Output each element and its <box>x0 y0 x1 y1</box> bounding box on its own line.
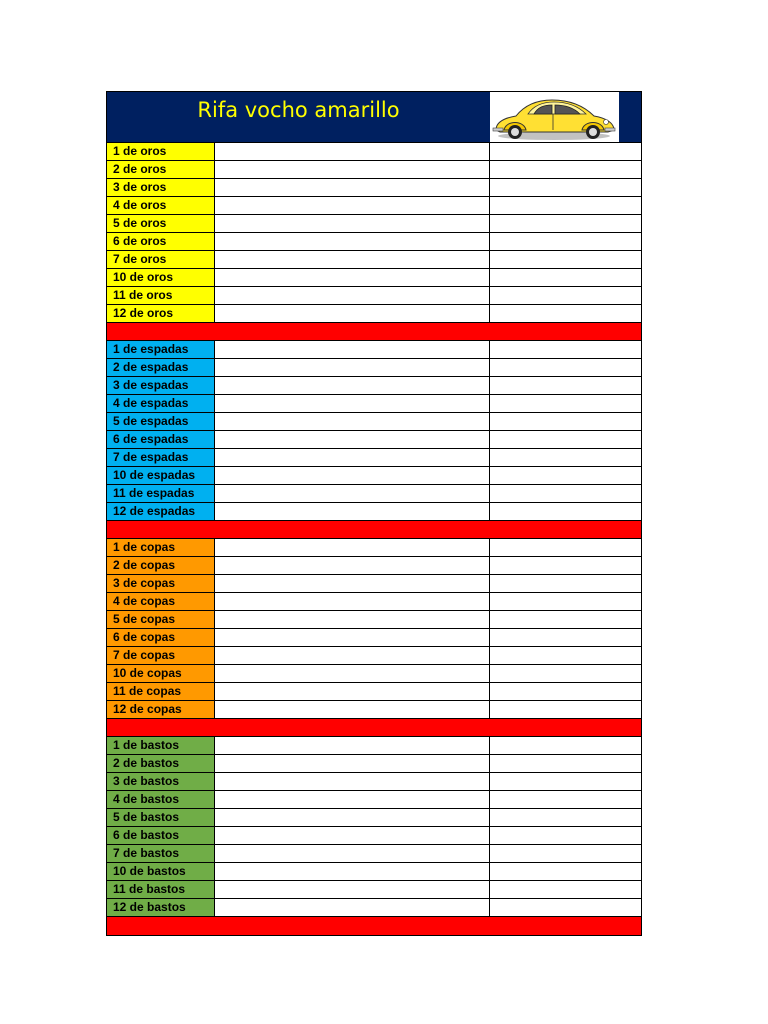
table-row <box>107 287 641 305</box>
participant-phone-cell[interactable] <box>490 161 641 178</box>
table-row <box>107 773 641 791</box>
table-row <box>107 161 641 179</box>
participant-name-cell[interactable] <box>215 791 490 808</box>
participant-phone-cell[interactable] <box>490 485 641 502</box>
participant-name-cell[interactable] <box>215 863 490 880</box>
table-row <box>107 557 641 575</box>
table-row <box>107 143 641 161</box>
participant-name-cell[interactable] <box>215 881 490 898</box>
table-row <box>107 467 641 485</box>
table-row <box>107 737 641 755</box>
participant-phone-cell[interactable] <box>490 413 641 430</box>
participant-name-cell[interactable] <box>215 341 490 358</box>
participant-phone-cell[interactable] <box>490 899 641 916</box>
table-row <box>107 881 641 899</box>
participant-phone-cell[interactable] <box>490 467 641 484</box>
participant-name-cell[interactable] <box>215 413 490 430</box>
table-row <box>107 305 641 323</box>
card-label-bastos: 3 de bastos <box>107 773 215 790</box>
participant-name-cell[interactable] <box>215 485 490 502</box>
card-label-oros: 6 de oros <box>107 233 215 250</box>
table-row <box>107 179 641 197</box>
participant-name-cell[interactable] <box>215 611 490 628</box>
suit-separator <box>107 323 641 341</box>
card-label-espadas: 11 de espadas <box>107 485 215 502</box>
participant-name-cell[interactable] <box>215 233 490 250</box>
table-row <box>107 845 641 863</box>
card-label-oros: 5 de oros <box>107 215 215 232</box>
table-row <box>107 791 641 809</box>
participant-phone-cell[interactable] <box>490 233 641 250</box>
card-label-oros: 7 de oros <box>107 251 215 268</box>
card-label-espadas: 5 de espadas <box>107 413 215 430</box>
participant-phone-cell[interactable] <box>490 143 641 160</box>
participant-name-cell[interactable] <box>215 629 490 646</box>
participant-name-cell[interactable] <box>215 305 490 322</box>
car-icon <box>490 92 619 142</box>
participant-phone-cell[interactable] <box>490 791 641 808</box>
raffle-table <box>107 143 641 935</box>
participant-phone-cell[interactable] <box>490 701 641 718</box>
card-label-espadas: 10 de espadas <box>107 467 215 484</box>
card-label-bastos: 10 de bastos <box>107 863 215 880</box>
table-row <box>107 269 641 287</box>
card-label-bastos: 1 de bastos <box>107 737 215 754</box>
participant-name-cell[interactable] <box>215 539 490 556</box>
card-label-bastos: 6 de bastos <box>107 827 215 844</box>
table-row <box>107 683 641 701</box>
participant-phone-cell[interactable] <box>490 881 641 898</box>
participant-phone-cell[interactable] <box>490 629 641 646</box>
participant-name-cell[interactable] <box>215 647 490 664</box>
participant-name-cell[interactable] <box>215 467 490 484</box>
card-label-copas: 2 de copas <box>107 557 215 574</box>
table-row <box>107 503 641 521</box>
table-row <box>107 809 641 827</box>
card-label-oros: 2 de oros <box>107 161 215 178</box>
card-label-oros: 4 de oros <box>107 197 215 214</box>
participant-name-cell[interactable] <box>215 431 490 448</box>
card-label-espadas: 7 de espadas <box>107 449 215 466</box>
card-label-espadas: 3 de espadas <box>107 377 215 394</box>
table-row <box>107 593 641 611</box>
participant-phone-cell[interactable] <box>490 179 641 196</box>
table-row <box>107 215 641 233</box>
participant-name-cell[interactable] <box>215 845 490 862</box>
participant-name-cell[interactable] <box>215 701 490 718</box>
table-row <box>107 395 641 413</box>
participant-name-cell[interactable] <box>215 683 490 700</box>
participant-name-cell[interactable] <box>215 665 490 682</box>
participant-phone-cell[interactable] <box>490 773 641 790</box>
table-row <box>107 377 641 395</box>
table-row <box>107 233 641 251</box>
participant-phone-cell[interactable] <box>490 503 641 520</box>
card-label-espadas: 6 de espadas <box>107 431 215 448</box>
card-label-espadas: 1 de espadas <box>107 341 215 358</box>
participant-phone-cell[interactable] <box>490 449 641 466</box>
participant-phone-cell[interactable] <box>490 755 641 772</box>
card-label-bastos: 5 de bastos <box>107 809 215 826</box>
participant-phone-cell[interactable] <box>490 539 641 556</box>
participant-phone-cell[interactable] <box>490 197 641 214</box>
table-row <box>107 197 641 215</box>
card-label-espadas: 2 de espadas <box>107 359 215 376</box>
participant-phone-cell[interactable] <box>490 431 641 448</box>
card-label-espadas: 12 de espadas <box>107 503 215 520</box>
participant-name-cell[interactable] <box>215 503 490 520</box>
page-title: Rifa vocho amarillo <box>197 98 400 122</box>
card-label-oros: 11 de oros <box>107 287 215 304</box>
participant-name-cell[interactable] <box>215 359 490 376</box>
participant-phone-cell[interactable] <box>490 377 641 394</box>
participant-name-cell[interactable] <box>215 809 490 826</box>
card-label-copas: 12 de copas <box>107 701 215 718</box>
suit-separator <box>107 917 641 935</box>
participant-phone-cell[interactable] <box>490 269 641 286</box>
sheet-header <box>107 92 641 143</box>
participant-name-cell[interactable] <box>215 251 490 268</box>
card-label-bastos: 12 de bastos <box>107 899 215 916</box>
card-label-copas: 3 de copas <box>107 575 215 592</box>
participant-phone-cell[interactable] <box>490 647 641 664</box>
participant-phone-cell[interactable] <box>490 251 641 268</box>
card-label-oros: 3 de oros <box>107 179 215 196</box>
participant-name-cell[interactable] <box>215 197 490 214</box>
card-label-bastos: 4 de bastos <box>107 791 215 808</box>
table-row <box>107 341 641 359</box>
table-row <box>107 827 641 845</box>
participant-phone-cell[interactable] <box>490 683 641 700</box>
card-label-copas: 10 de copas <box>107 665 215 682</box>
participant-name-cell[interactable] <box>215 395 490 412</box>
suit-separator <box>107 719 641 737</box>
participant-phone-cell[interactable] <box>490 575 641 592</box>
table-row <box>107 701 641 719</box>
table-row <box>107 755 641 773</box>
table-row <box>107 647 641 665</box>
participant-name-cell[interactable] <box>215 593 490 610</box>
card-label-espadas: 4 de espadas <box>107 395 215 412</box>
participant-phone-cell[interactable] <box>490 737 641 754</box>
participant-phone-cell[interactable] <box>490 341 641 358</box>
table-row <box>107 485 641 503</box>
participant-name-cell[interactable] <box>215 215 490 232</box>
participant-name-cell[interactable] <box>215 755 490 772</box>
table-row <box>107 449 641 467</box>
card-label-copas: 11 de copas <box>107 683 215 700</box>
card-label-copas: 6 de copas <box>107 629 215 646</box>
participant-phone-cell[interactable] <box>490 845 641 862</box>
table-row <box>107 629 641 647</box>
card-label-oros: 1 de oros <box>107 143 215 160</box>
table-row <box>107 359 641 377</box>
participant-name-cell[interactable] <box>215 575 490 592</box>
participant-phone-cell[interactable] <box>490 863 641 880</box>
participant-phone-cell[interactable] <box>490 305 641 322</box>
participant-name-cell[interactable] <box>215 773 490 790</box>
participant-phone-cell[interactable] <box>490 557 641 574</box>
card-label-copas: 1 de copas <box>107 539 215 556</box>
table-row <box>107 575 641 593</box>
table-row <box>107 899 641 917</box>
table-row <box>107 431 641 449</box>
participant-name-cell[interactable] <box>215 557 490 574</box>
participant-phone-cell[interactable] <box>490 611 641 628</box>
table-row <box>107 413 641 431</box>
participant-phone-cell[interactable] <box>490 359 641 376</box>
participant-name-cell[interactable] <box>215 827 490 844</box>
participant-phone-cell[interactable] <box>490 395 641 412</box>
participant-phone-cell[interactable] <box>490 215 641 232</box>
raffle-sheet <box>106 91 642 936</box>
table-row <box>107 611 641 629</box>
suit-separator <box>107 521 641 539</box>
card-label-copas: 7 de copas <box>107 647 215 664</box>
card-label-copas: 4 de copas <box>107 593 215 610</box>
card-label-oros: 12 de oros <box>107 305 215 322</box>
participant-phone-cell[interactable] <box>490 287 641 304</box>
participant-phone-cell[interactable] <box>490 665 641 682</box>
participant-name-cell[interactable] <box>215 737 490 754</box>
card-label-bastos: 7 de bastos <box>107 845 215 862</box>
participant-phone-cell[interactable] <box>490 827 641 844</box>
participant-phone-cell[interactable] <box>490 593 641 610</box>
table-row <box>107 863 641 881</box>
participant-name-cell[interactable] <box>215 143 490 160</box>
table-row <box>107 251 641 269</box>
table-row <box>107 665 641 683</box>
card-label-bastos: 11 de bastos <box>107 881 215 898</box>
participant-name-cell[interactable] <box>215 449 490 466</box>
participant-name-cell[interactable] <box>215 179 490 196</box>
participant-name-cell[interactable] <box>215 161 490 178</box>
card-label-copas: 5 de copas <box>107 611 215 628</box>
participant-name-cell[interactable] <box>215 899 490 916</box>
participant-name-cell[interactable] <box>215 287 490 304</box>
card-label-oros: 10 de oros <box>107 269 215 286</box>
participant-name-cell[interactable] <box>215 377 490 394</box>
table-row <box>107 539 641 557</box>
participant-name-cell[interactable] <box>215 269 490 286</box>
card-label-bastos: 2 de bastos <box>107 755 215 772</box>
participant-phone-cell[interactable] <box>490 809 641 826</box>
